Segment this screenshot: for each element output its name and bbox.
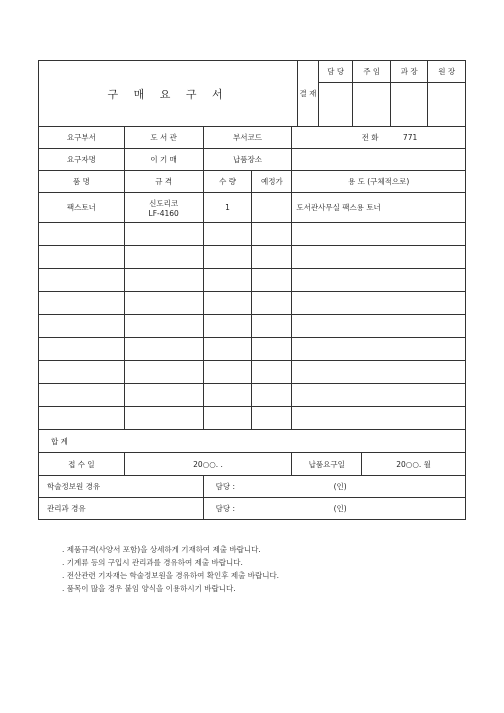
requested-delivery-label: 납품요구일: [292, 453, 362, 476]
dept-row: [39, 127, 466, 149]
requester-row: [39, 149, 466, 171]
approval-col-1: 담 당: [318, 61, 353, 83]
note-2: . 기계류 등의 구입시 관리과를 경유하여 제출 바랍니다.: [62, 558, 243, 567]
routing-label-2: 관리과 경유: [39, 498, 204, 520]
item-spec-line-1: 신도리코: [149, 198, 179, 208]
routing-row-1: [39, 476, 466, 498]
dept-code-value[interactable]: [292, 127, 362, 149]
col-usage: 용 도 (구체적으로): [292, 171, 466, 193]
phone-cell[interactable]: [362, 127, 466, 149]
empty-row: [39, 269, 466, 292]
approval-col-2: 주 임: [353, 61, 391, 83]
empty-row: [39, 223, 466, 246]
routing-sign-1[interactable]: [203, 476, 465, 498]
item-name[interactable]: 팩스토너: [39, 193, 125, 223]
item-price[interactable]: [252, 193, 292, 223]
note-4: . 품목이 많을 경우 붙임 양식을 이용하시기 바랍니다.: [62, 584, 236, 593]
routing-seal-1: (인): [333, 482, 347, 491]
note-1: . 제품규격(사양서 포함)을 상세하게 기재하여 제출 바랍니다.: [62, 545, 261, 554]
column-header-row: [39, 171, 466, 193]
phone-label: 전 화: [361, 133, 379, 142]
empty-row: [39, 407, 466, 430]
main-table: [38, 126, 466, 520]
approval-col-3: 과 장: [390, 61, 428, 83]
routing-seal-2: (인): [333, 504, 347, 513]
empty-row: [39, 246, 466, 269]
col-qty: 수 량: [203, 171, 252, 193]
header-table: [38, 60, 466, 127]
empty-row: [39, 384, 466, 407]
approval-sign-1[interactable]: [318, 83, 353, 127]
routing-sign-2[interactable]: [203, 498, 465, 520]
requester-label: 요구자명: [39, 149, 125, 171]
empty-row: [39, 292, 466, 315]
empty-row: [39, 338, 466, 361]
notes: [62, 543, 279, 595]
routing-charge-2: 담당 :: [215, 504, 235, 513]
dept-value[interactable]: 도 서 관: [124, 127, 203, 149]
dept-code-label: 부서코드: [203, 127, 292, 149]
item-spec[interactable]: [124, 193, 203, 223]
col-item: 품 명: [39, 171, 125, 193]
empty-row: [39, 315, 466, 338]
received-label: 접 수 일: [39, 453, 125, 476]
approval-sign-2[interactable]: [353, 83, 391, 127]
total-row: [39, 430, 466, 453]
item-qty[interactable]: 1: [203, 193, 252, 223]
requested-delivery-value[interactable]: 20○○. 월: [362, 453, 466, 476]
approval-label: 결 재: [298, 61, 319, 127]
dept-label: 요구부서: [39, 127, 125, 149]
item-spec-line-2: LF-4160: [148, 208, 179, 218]
approval-sign-3[interactable]: [390, 83, 428, 127]
item-usage[interactable]: 도서관사무실 팩스용 토너: [292, 193, 466, 223]
received-value[interactable]: 20○○. .: [124, 453, 292, 476]
note-3: . 전산관련 기자재는 학술정보원을 경유하여 확인후 제출 바랍니다.: [62, 571, 280, 580]
approval-col-4: 원 장: [428, 61, 466, 83]
delivery-place-label: 납품장소: [203, 149, 292, 171]
routing-charge-1: 담당 :: [215, 482, 235, 491]
approval-sign-4[interactable]: [428, 83, 466, 127]
delivery-place-value[interactable]: [292, 149, 466, 171]
routing-label-1: 학술정보원 경유: [39, 476, 204, 498]
receipt-row: [39, 453, 466, 476]
routing-row-2: [39, 498, 466, 520]
item-row: [39, 193, 466, 223]
total-label: 합 계: [39, 430, 466, 453]
empty-row: [39, 361, 466, 384]
form-title: 구 매 요 구 서: [39, 61, 298, 127]
col-spec: 규 격: [124, 171, 203, 193]
col-price: 예정가: [252, 171, 292, 193]
phone-value: 771: [402, 133, 418, 142]
requester-value[interactable]: 이 기 매: [124, 149, 203, 171]
